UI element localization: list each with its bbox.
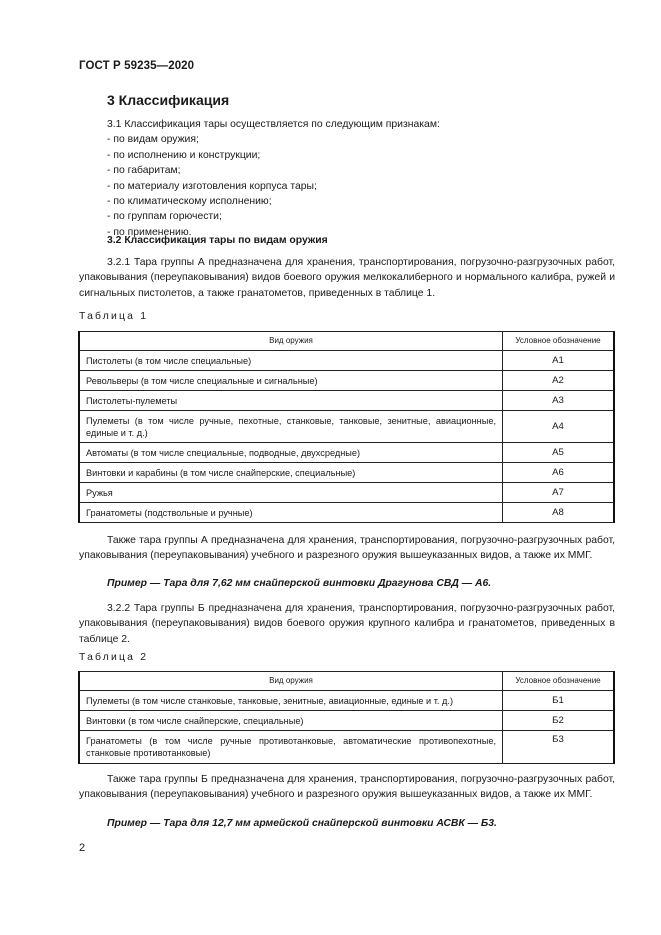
weapon-type: Гранатометы (в том числе ручные противотанковые, автоматические противопехотные, станковые противотанковые): [79, 731, 503, 764]
weapon-type: Револьверы (в том числе специальные и сигнальные): [79, 371, 503, 391]
list-item: - по применению.: [107, 226, 192, 238]
example-2: Пример — Тара для 12,7 мм армейской снайперской винтовки АСВК — Б3.: [107, 818, 497, 829]
list-item: - по материалу изготовления корпуса тары;: [107, 180, 317, 192]
designation: А5: [503, 443, 615, 463]
page-number: 2: [79, 842, 86, 854]
weapon-type: Ружья: [79, 483, 503, 503]
list-item: - по видам оружия;: [107, 134, 199, 146]
designation: А6: [503, 463, 615, 483]
weapon-type: Пистолеты (в том числе специальные): [79, 351, 503, 371]
paragraph-text: Также тара группы А предназначена для хранения, транспортирования, погрузочно-разгрузочных работ, упаковывания (переупаковывания) учебного и разрезного оружия вышеуказанных видов, а также их ММГ.: [79, 535, 615, 562]
table-header: Вид оружия: [79, 332, 503, 351]
weapon-type: Винтовки и карабины (в том числе снайперские, специальные): [79, 463, 503, 483]
paragraph-text: 3.2.2 Тара группы Б предназначена для хранения, транспортирования, погрузочно-разгрузочных работ, упаковывания (переупаковывания) видов боевого оружия крупного калибра и гранатометов, приведенных в таблице 2.: [79, 603, 615, 645]
weapon-type: Винтовки (в том числе снайперские, специальные): [79, 711, 503, 731]
designation: Б1: [503, 691, 615, 711]
paragraph-text: Также тара группы Б предназначена для хранения, транспортирования, погрузочно-разгрузочных работ, упаковывания (переупаковывания) учебного и разрезного оружия вышеуказанных видов, а также их ММГ.: [79, 774, 615, 801]
table2-caption: Таблица 2: [79, 652, 149, 663]
list-item: - по группам горючести;: [107, 211, 222, 223]
table-row: [79, 731, 614, 764]
weapon-type: Гранатометы (подствольные и ручные): [79, 503, 503, 523]
list-item: - по климатическому исполнению;: [107, 196, 272, 208]
table-row: [79, 351, 614, 371]
table-2: [78, 671, 615, 764]
table-row: [79, 711, 614, 731]
table-header: Вид оружия: [79, 672, 503, 691]
table-row: [79, 371, 614, 391]
paragraph-3-2-1: [79, 255, 615, 301]
table-header: Условное обозначение: [503, 332, 615, 351]
table-1: [78, 331, 615, 523]
section-title: 3 Классификация: [107, 92, 230, 108]
paragraph-after-table1: [79, 533, 615, 564]
table1-caption: Таблица 1: [79, 311, 149, 322]
designation: А1: [503, 351, 615, 371]
weapon-type: Пулеметы (в том числе станковые, танковые, зенитные, авиационные, единые и т. д.): [79, 691, 503, 711]
designation: А3: [503, 391, 615, 411]
subsection-title: 3.2 Классификация тары по видам оружия: [107, 235, 328, 246]
table-row: [79, 503, 614, 523]
table-row: [79, 463, 614, 483]
clause-3-1-intro: 3.1 Классификация тары осуществляется по следующим признакам:: [107, 119, 440, 130]
designation: А8: [503, 503, 615, 523]
table-row: [79, 691, 614, 711]
example-1: Пример — Тара для 7,62 мм снайперской винтовки Драгунова СВД — А6.: [107, 578, 492, 589]
table-row: [79, 443, 614, 463]
paragraph-3-2-2: [79, 601, 615, 647]
designation: А7: [503, 483, 615, 503]
list-item: - по габаритам;: [107, 165, 181, 177]
list-item: - по исполнению и конструкции;: [107, 149, 261, 161]
table-row: [79, 391, 614, 411]
paragraph-text: 3.2.1 Тара группы А предназначена для хранения, транспортирования, погрузочно-разгрузочных работ, упаковывания (переупаковывания) видов боевого оружия мелкокалиберного и нормального калибра, ружей и сигнальных пистолетов, а также гранатометов, приведенных в таблице 1.: [79, 257, 615, 299]
weapon-type: Автоматы (в том числе специальные, подводные, двухсредные): [79, 443, 503, 463]
table-row: [79, 483, 614, 503]
weapon-type: Пистолеты-пулеметы: [79, 391, 503, 411]
table-row: [79, 411, 614, 443]
table-header: Условное обозначение: [503, 672, 615, 691]
designation: Б3: [503, 731, 615, 764]
designation: А2: [503, 371, 615, 391]
weapon-type: Пулеметы (в том числе ручные, пехотные, станковые, танковые, зенитные, авиационные, единые и т. д.): [79, 411, 503, 443]
classification-list: [107, 117, 440, 240]
document-code: ГОСТ Р 59235—2020: [79, 60, 195, 72]
designation: Б2: [503, 711, 615, 731]
designation: А4: [503, 411, 615, 443]
paragraph-after-table2: [79, 772, 615, 803]
